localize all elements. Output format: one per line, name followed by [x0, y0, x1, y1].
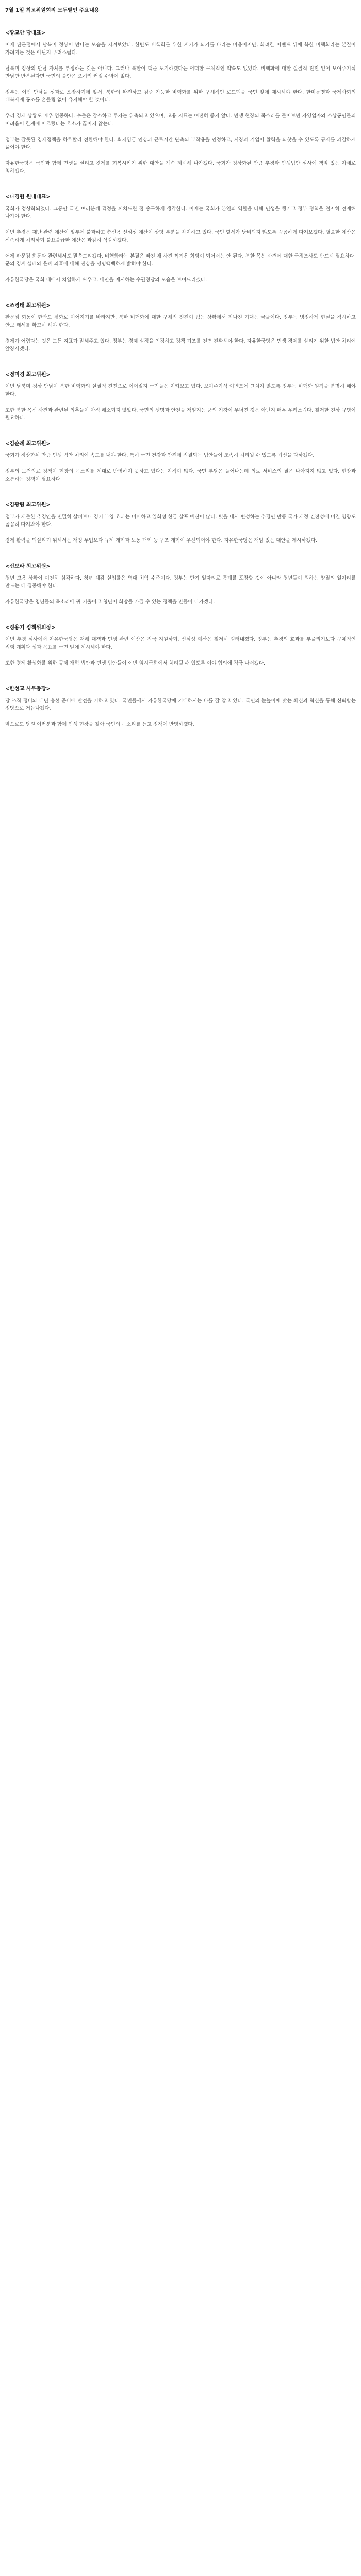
body-paragraph: 또한 경제 활성화를 위한 규제 개혁 법안과 민생 법안들이 이번 임시국회에서 처리될 수 있도록 여야 협의에 적극 나서겠다. [5, 660, 266, 666]
section-heading: <조경태 최고위원> [5, 303, 51, 309]
document-body [5, 20, 356, 2576]
body-paragraph: 자유한국당은 국회 내에서 치열하게 싸우고, 대안을 제시하는 수권정당의 모습을 보여드리겠다. [5, 277, 207, 283]
body-paragraph: 국회가 정상화되었다. 그동안 국민 여러분께 걱정을 끼쳐드린 점 송구하게 생각한다. 이제는 국회가 본연의 역할을 다해 민생을 챙기고 정부 정책을 철저히 견제해 나가야 한다. [5, 206, 356, 219]
body-paragraph: 판문점 회동이 한반도 평화로 이어지기를 바라지만, 북한 비핵화에 대한 구체적 진전이 없는 상황에서 지나친 기대는 금물이다. 정부는 냉정하게 현실을 직시하고 안보 태세를 확고히 해야 한다. [5, 315, 356, 328]
body-paragraph: 경제가 어렵다는 것은 모든 지표가 말해주고 있다. 정부는 경제 실정을 인정하고 정책 기조를 전면 전환해야 한다. 자유한국당은 민생 경제를 살리기 위한 법안 처리에 앞장서겠다. [5, 338, 356, 352]
body-paragraph: 어제 판문점에서 남북미 정상이 만나는 모습을 지켜보았다. 한반도 비핵화를 위한 계기가 되기를 바라는 마음이지만, 화려한 이벤트 뒤에 북한 비핵화라는 본질이 가려지는 것은 아닌지 우려스럽다. [5, 42, 356, 56]
body-paragraph: 당 조직 정비와 내년 총선 준비에 만전을 기하고 있다. 국민들께서 자유한국당에 기대하시는 바를 잘 알고 있다. 국민의 눈높이에 맞는 쇄신과 혁신을 통해 신뢰받는 정당으로 거듭나겠다. [5, 698, 356, 711]
section-heading: <신보라 최고위원> [5, 564, 51, 569]
body-paragraph: 정부가 제출한 추경안을 면밀히 살펴보니 경기 부양 효과는 미미하고 일회성 현금 살포 예산이 많다. 빚을 내서 편성하는 추경인 만큼 국가 재정 건전성에 미칠 영향도 꼼꼼히 따져봐야 한다. [5, 514, 356, 528]
body-paragraph: 이번 추경은 재난 관련 예산이 일부에 불과하고 총선용 선심성 예산이 상당 부분을 차지하고 있다. 국민 혈세가 낭비되지 않도록 꼼꼼하게 따져보겠다. 필요한 예산은 신속하게 처리하되 불요불급한 예산은 과감히 삭감하겠다. [5, 230, 356, 243]
section-heading: <황교안 당대표> [5, 30, 46, 36]
section-heading: <정미경 최고위원> [5, 372, 51, 378]
body-paragraph: 경제 활력을 되살리기 위해서는 재정 투입보다 규제 개혁과 노동 개혁 등 구조 개혁이 우선되어야 한다. 자유한국당은 책임 있는 대안을 제시하겠다. [5, 538, 317, 544]
section-heading: <김광림 최고위원> [5, 502, 51, 508]
body-paragraph: 청년 고용 상황이 여전히 심각하다. 청년 체감 실업률은 역대 최악 수준이다. 정부는 단기 일자리로 통계를 포장할 것이 아니라 청년들이 원하는 양질의 일자리를 만드는 데 집중해야 한다. [5, 575, 356, 589]
body-paragraph: 국회가 정상화된 만큼 민생 법안 처리에 속도를 내야 한다. 특히 국민 건강과 안전에 직결되는 법안들이 조속히 처리될 수 있도록 최선을 다하겠다. [5, 453, 314, 459]
body-paragraph: 이번 남북미 정상 만남이 북한 비핵화의 실질적 진전으로 이어질지 국민들은 지켜보고 있다. 보여주기식 이벤트에 그치지 않도록 정부는 비핵화 원칙을 분명히 해야 한다. [5, 384, 356, 397]
body-paragraph: 이번 추경 심사에서 자유한국당은 재해 대책과 민생 관련 예산은 적극 지원하되, 선심성 예산은 철저히 걸러내겠다. 정부는 추경의 효과를 부풀리기보다 구체적인 집행 계획과 성과 목표를 국민 앞에 제시해야 한다. [5, 637, 356, 650]
section-heading: <나경원 원내대표> [5, 194, 51, 200]
body-paragraph: 정부는 이번 만남을 성과로 포장하기에 앞서, 북한의 완전하고 검증 가능한 비핵화를 위한 구체적인 로드맵을 국민 앞에 제시해야 한다. 한미동맹과 국제사회의 대북제재 공조를 흔들림 없이 유지해야 할 것이다. [5, 90, 356, 103]
body-paragraph: 또한 북한 목선 사건과 관련된 의혹들이 아직 해소되지 않았다. 국민의 생명과 안전을 책임지는 군의 기강이 무너진 것은 아닌지 매우 우려스럽다. 철저한 진상 규명이 필요하다. [5, 408, 356, 421]
body-paragraph: 자유한국당은 청년들의 목소리에 귀 기울이고 청년이 희망을 가질 수 있는 정책을 만들어 나가겠다. [5, 599, 215, 605]
body-paragraph: 남북미 정상의 만남 자체를 부정하는 것은 아니다. 그러나 북한이 핵을 포기하겠다는 어떠한 구체적인 약속도 없었다. 비핵화에 대한 실질적 진전 없이 보여주기식 만남만 반복된다면 국민의 불안은 오히려 커질 수밖에 없다. [5, 66, 356, 79]
section-heading: <정용기 정책위의장> [5, 625, 56, 631]
body-paragraph: 우리 경제 상황도 매우 엄중하다. 수출은 감소하고 투자는 위축되고 있으며, 고용 지표는 여전히 좋지 않다. 민생 현장의 목소리를 들어보면 자영업자와 소상공인들의 어려움이 한계에 이르렀다는 호소가 끊이지 않는다. [5, 113, 356, 127]
body-paragraph: 정부의 보건의료 정책이 현장의 목소리를 제대로 반영하지 못하고 있다는 지적이 많다. 국민 부담은 늘어나는데 의료 서비스의 질은 나아지지 않고 있다. 현장과 소통하는 정책이 필요하다. [5, 469, 356, 482]
body-paragraph: 정부는 잘못된 경제정책을 하루빨리 전환해야 한다. 최저임금 인상과 근로시간 단축의 부작용을 인정하고, 시장과 기업이 활력을 되찾을 수 있도록 규제를 과감하게 풀어야 한다. [5, 137, 356, 150]
document-title: 7월 1일 최고위원회의 모두발언 주요내용 [5, 8, 100, 13]
body-paragraph: 자유한국당은 국민과 함께 민생을 살리고 경제를 회복시키기 위한 대안을 계속 제시해 나가겠다. 국회가 정상화된 만큼 추경과 민생법안 심사에 책임 있는 자세로 임하겠다. [5, 161, 356, 174]
section-heading: <한선교 사무총장> [5, 686, 51, 692]
body-paragraph: 어제 판문점 회동과 관련해서도 말씀드리겠다. 비핵화라는 본질은 빠진 채 사진 찍기용 회담이 되어서는 안 된다. 북한 목선 사건에 대한 국정조사도 반드시 필요하다. 군의 경계 실패와 은폐 의혹에 대해 진상을 명명백백하게 밝혀야 한다. [5, 253, 356, 267]
section-heading: <김순례 최고위원> [5, 441, 51, 447]
body-paragraph: 앞으로도 당원 여러분과 함께 민생 현장을 찾아 국민의 목소리를 듣고 정책에 반영하겠다. [5, 722, 194, 727]
